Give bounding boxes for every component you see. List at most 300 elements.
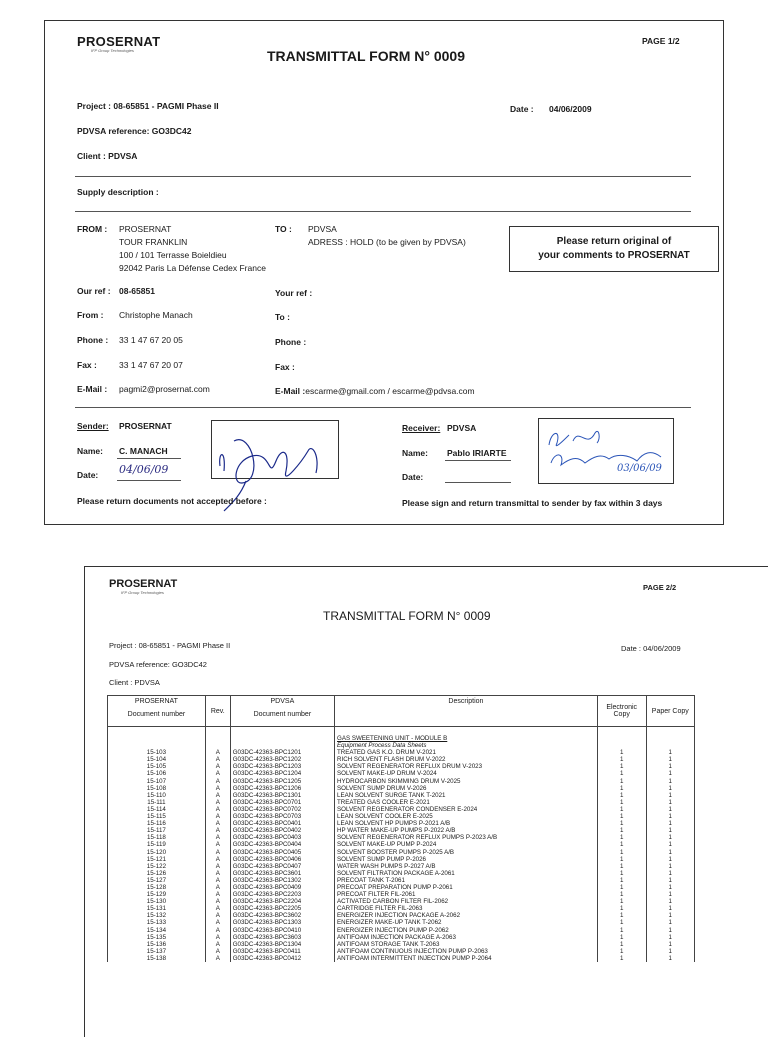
phone-value: 33 1 47 67 20 05 bbox=[119, 335, 183, 345]
sender-name-value: C. MANACH bbox=[119, 446, 168, 456]
description: SOLVENT REGENERATOR CONDENSER E-2024 bbox=[335, 806, 598, 813]
paper-copy: 1 bbox=[646, 884, 694, 891]
cell bbox=[205, 735, 230, 742]
electronic-copy: 1 bbox=[597, 884, 646, 891]
revision: A bbox=[205, 834, 230, 841]
prosernat-doc-number: 15-114 bbox=[108, 806, 206, 813]
table-row bbox=[108, 827, 695, 834]
sender-date-label: Date: bbox=[77, 470, 99, 480]
paper-copy: 1 bbox=[646, 770, 694, 777]
paper-copy: 1 bbox=[646, 891, 694, 898]
revision: A bbox=[205, 778, 230, 785]
cell bbox=[108, 735, 206, 742]
description: SOLVENT SUMP PUMP P-2026 bbox=[335, 856, 598, 863]
table-row bbox=[108, 834, 695, 841]
pdvsa-doc-number: G03DC-42363-BPC0702 bbox=[230, 806, 334, 813]
electronic-copy: 1 bbox=[597, 919, 646, 926]
from-contact-label: From : bbox=[77, 310, 104, 320]
table-row bbox=[108, 770, 695, 777]
description: SOLVENT REGENERATOR REFLUX DRUM V-2023 bbox=[335, 763, 598, 770]
pdvsa-doc-number: G03DC-42363-BPC2205 bbox=[230, 905, 334, 912]
description: HP WATER MAKE-UP PUMPS P-2022 A/B bbox=[335, 827, 598, 834]
cell bbox=[646, 727, 694, 736]
prosernat-doc-number: 15-116 bbox=[108, 820, 206, 827]
prosernat-doc-number: 15-129 bbox=[108, 891, 206, 898]
revision: A bbox=[205, 841, 230, 848]
section-title: GAS SWEETENING UNIT - MODULE B bbox=[335, 735, 598, 742]
pdvsa-doc-number: G03DC-42363-BPC1202 bbox=[230, 756, 334, 763]
electronic-copy: 1 bbox=[597, 948, 646, 955]
pdvsa-doc-number: G03DC-42363-BPC1205 bbox=[230, 778, 334, 785]
prosernat-doc-number: 15-108 bbox=[108, 785, 206, 792]
table-row bbox=[108, 763, 695, 770]
cell bbox=[646, 735, 694, 742]
pdvsa-doc-number: G03DC-42363-BPC1204 bbox=[230, 770, 334, 777]
electronic-copy: 1 bbox=[597, 785, 646, 792]
table-row bbox=[108, 934, 695, 941]
transmittal-page-1 bbox=[44, 20, 724, 525]
field-underline bbox=[117, 458, 181, 459]
revision: A bbox=[205, 927, 230, 934]
footer-right: Please sign and return transmittal to sender by fax within 3 days bbox=[402, 498, 663, 508]
prosernat-doc-number: 15-133 bbox=[108, 919, 206, 926]
paper-copy: 1 bbox=[646, 778, 694, 785]
electronic-copy: 1 bbox=[597, 891, 646, 898]
prosernat-doc-number: 15-118 bbox=[108, 834, 206, 841]
revision: A bbox=[205, 941, 230, 948]
pdvsa-doc-number: G03DC-42363-BPC0404 bbox=[230, 841, 334, 848]
sender-value: PROSERNAT bbox=[119, 421, 172, 431]
divider bbox=[75, 176, 691, 177]
electronic-copy: 1 bbox=[597, 834, 646, 841]
page-title: TRANSMITTAL FORM N° 0009 bbox=[267, 48, 465, 64]
prosernat-doc-number: 15-115 bbox=[108, 813, 206, 820]
client-line: Client : PDVSA bbox=[109, 678, 160, 687]
prosernat-doc-number: 15-132 bbox=[108, 912, 206, 919]
your-ref-label: Your ref : bbox=[275, 288, 313, 298]
cell bbox=[205, 727, 230, 736]
pdvsa-doc-number: G03DC-42363-BPC1301 bbox=[230, 792, 334, 799]
pdvsa-doc-number: G03DC-42363-BPC0701 bbox=[230, 799, 334, 806]
email-label: E-Mail : bbox=[77, 384, 108, 394]
page-label: PAGE 2/2 bbox=[643, 583, 677, 592]
from-line: 100 / 101 Terrasse Boieldieu bbox=[119, 250, 227, 260]
revision: A bbox=[205, 934, 230, 941]
prosernat-doc-number: 15-119 bbox=[108, 841, 206, 848]
table-row bbox=[108, 898, 695, 905]
table-header-row bbox=[108, 696, 695, 727]
col-description: Description bbox=[335, 696, 598, 727]
table-row bbox=[108, 863, 695, 870]
phone-label: Phone : bbox=[77, 335, 109, 345]
date-value: 04/06/2009 bbox=[549, 104, 592, 114]
revision: A bbox=[205, 827, 230, 834]
description: CARTRIDGE FILTER FIL-2063 bbox=[335, 905, 598, 912]
col-prosernat-title: PROSERNAT bbox=[134, 698, 178, 705]
paper-copy: 1 bbox=[646, 756, 694, 763]
date-line: Date : 04/06/2009 bbox=[621, 644, 681, 653]
pdvsa-doc-number: G03DC-42363-BPC0412 bbox=[230, 955, 334, 962]
prosernat-doc-number: 15-136 bbox=[108, 941, 206, 948]
receiver-name-label: Name: bbox=[402, 448, 428, 458]
electronic-copy: 1 bbox=[597, 912, 646, 919]
pdvsa-doc-number: G03DC-42363-BPC0405 bbox=[230, 849, 334, 856]
cell bbox=[646, 742, 694, 749]
pdvsa-doc-number: G03DC-42363-BPC0407 bbox=[230, 863, 334, 870]
from-line: TOUR FRANKLIN bbox=[119, 237, 188, 247]
table-row bbox=[108, 877, 695, 884]
revision: A bbox=[205, 955, 230, 962]
table-row bbox=[108, 799, 695, 806]
prosernat-doc-number: 15-122 bbox=[108, 863, 206, 870]
logo-subtitle: IFP Group Technologies bbox=[91, 48, 134, 53]
pdvsa-doc-number: G03DC-42363-BPC3601 bbox=[230, 870, 334, 877]
sender-date-handwritten: 04/06/09 bbox=[119, 463, 169, 476]
sender-name-label: Name: bbox=[77, 446, 103, 456]
our-ref-label: Our ref : bbox=[77, 286, 111, 296]
paper-copy: 1 bbox=[646, 919, 694, 926]
electronic-copy: 1 bbox=[597, 870, 646, 877]
receiver-signature-box bbox=[538, 418, 674, 484]
fax-label: Fax : bbox=[77, 360, 97, 370]
paper-copy: 1 bbox=[646, 856, 694, 863]
transmittal-page-2 bbox=[84, 566, 768, 1037]
to-line: PDVSA bbox=[308, 224, 337, 234]
page-label: PAGE 1/2 bbox=[642, 36, 680, 46]
sender-signature-box bbox=[211, 420, 339, 479]
description: ENERGIZER MAKE-UP TANK T-2062 bbox=[335, 919, 598, 926]
prosernat-logo: PROSERNAT bbox=[77, 34, 161, 49]
col-pdvsa-sub: Document number bbox=[253, 711, 312, 718]
prosernat-doc-number: 15-107 bbox=[108, 778, 206, 785]
prosernat-doc-number: 15-134 bbox=[108, 927, 206, 934]
paper-copy: 1 bbox=[646, 905, 694, 912]
revision: A bbox=[205, 870, 230, 877]
prosernat-doc-number: 15-128 bbox=[108, 884, 206, 891]
pdvsa-doc-number: G03DC-42363-BPC0703 bbox=[230, 813, 334, 820]
paper-copy: 1 bbox=[646, 877, 694, 884]
from-line: PROSERNAT bbox=[119, 224, 172, 234]
prosernat-doc-number: 15-131 bbox=[108, 905, 206, 912]
cell bbox=[597, 735, 646, 742]
prosernat-doc-number: 15-117 bbox=[108, 827, 206, 834]
page-title: TRANSMITTAL FORM N° 0009 bbox=[323, 609, 491, 623]
electronic-copy: 1 bbox=[597, 941, 646, 948]
revision: A bbox=[205, 749, 230, 756]
electronic-copy: 1 bbox=[597, 877, 646, 884]
electronic-copy: 1 bbox=[597, 955, 646, 962]
table-row bbox=[108, 841, 695, 848]
table-row bbox=[108, 912, 695, 919]
paper-copy: 1 bbox=[646, 849, 694, 856]
table-row bbox=[108, 870, 695, 877]
revision: A bbox=[205, 912, 230, 919]
receiver-email bbox=[275, 386, 475, 396]
cell bbox=[205, 742, 230, 749]
pdvsa-doc-number: G03DC-42363-BPC2203 bbox=[230, 891, 334, 898]
pdvsa-doc-number: G03DC-42363-BPC0409 bbox=[230, 884, 334, 891]
electronic-copy: 1 bbox=[597, 905, 646, 912]
pdvsa-reference: PDVSA reference: GO3DC42 bbox=[109, 660, 207, 669]
revision: A bbox=[205, 820, 230, 827]
field-underline bbox=[445, 460, 511, 461]
col-pdvsa bbox=[230, 696, 334, 727]
prosernat-doc-number: 15-130 bbox=[108, 898, 206, 905]
electronic-copy: 1 bbox=[597, 763, 646, 770]
return-notice-line: your comments to PROSERNAT bbox=[538, 250, 690, 261]
description: SOLVENT BOOSTER PUMPS P-2025 A/B bbox=[335, 849, 598, 856]
description: RICH SOLVENT FLASH DRUM V-2022 bbox=[335, 756, 598, 763]
revision: A bbox=[205, 799, 230, 806]
electronic-copy: 1 bbox=[597, 827, 646, 834]
documents-table bbox=[107, 695, 695, 962]
pdvsa-doc-number: G03DC-42363-BPC0406 bbox=[230, 856, 334, 863]
electronic-copy: 1 bbox=[597, 770, 646, 777]
cell bbox=[597, 727, 646, 736]
description: WATER WASH PUMPS P-2027 A/B bbox=[335, 863, 598, 870]
cell bbox=[230, 742, 334, 749]
description: PRECOAT PREPARATION PUMP P-2061 bbox=[335, 884, 598, 891]
pdvsa-doc-number: G03DC-42363-BPC1201 bbox=[230, 749, 334, 756]
revision: A bbox=[205, 756, 230, 763]
revision: A bbox=[205, 919, 230, 926]
field-underline bbox=[117, 480, 181, 481]
section-subtitle-row bbox=[108, 742, 695, 749]
prosernat-doc-number: 15-110 bbox=[108, 792, 206, 799]
revision: A bbox=[205, 806, 230, 813]
table-row bbox=[108, 813, 695, 820]
electronic-copy: 1 bbox=[597, 898, 646, 905]
description: ANTIFOAM INJECTION PACKAGE A-2063 bbox=[335, 934, 598, 941]
paper-copy: 1 bbox=[646, 870, 694, 877]
section-title-row bbox=[108, 735, 695, 742]
receiver-date-handwritten: 03/06/09 bbox=[617, 463, 662, 474]
electronic-copy: 1 bbox=[597, 927, 646, 934]
revision: A bbox=[205, 813, 230, 820]
from-label: FROM : bbox=[77, 224, 108, 234]
table-row bbox=[108, 948, 695, 955]
paper-copy: 1 bbox=[646, 834, 694, 841]
description: TREATED GAS COOLER E-2021 bbox=[335, 799, 598, 806]
paper-copy: 1 bbox=[646, 941, 694, 948]
pdvsa-doc-number: G03DC-42363-BPC1203 bbox=[230, 763, 334, 770]
pdvsa-reference: PDVSA reference: GO3DC42 bbox=[77, 126, 192, 136]
electronic-copy: 1 bbox=[597, 806, 646, 813]
pdvsa-doc-number: G03DC-42363-BPC1304 bbox=[230, 941, 334, 948]
from-line: 92042 Paris La Défense Cedex France bbox=[119, 263, 266, 273]
pdvsa-doc-number: G03DC-42363-BPC3603 bbox=[230, 934, 334, 941]
revision: A bbox=[205, 763, 230, 770]
pdvsa-doc-number: G03DC-42363-BPC3602 bbox=[230, 912, 334, 919]
revision: A bbox=[205, 792, 230, 799]
project-line: Project : 08-65851 - PAGMI Phase II bbox=[77, 101, 219, 111]
paper-copy: 1 bbox=[646, 863, 694, 870]
paper-copy: 1 bbox=[646, 841, 694, 848]
electronic-copy: 1 bbox=[597, 934, 646, 941]
col-electronic: Electronic Copy bbox=[597, 696, 646, 727]
description: SOLVENT FILTRATION PACKAGE A-2061 bbox=[335, 870, 598, 877]
description: LEAN SOLVENT COOLER E-2025 bbox=[335, 813, 598, 820]
paper-copy: 1 bbox=[646, 955, 694, 962]
paper-copy: 1 bbox=[646, 813, 694, 820]
paper-copy: 1 bbox=[646, 820, 694, 827]
receiver-name-value: Pablo IRIARTE bbox=[447, 448, 507, 458]
description: SOLVENT REGENERATOR REFLUX PUMPS P-2023 A/B bbox=[335, 834, 598, 841]
description: SOLVENT MAKE-UP PUMP P-2024 bbox=[335, 841, 598, 848]
footer-left: Please return documents not accepted before : bbox=[77, 496, 267, 506]
prosernat-doc-number: 15-111 bbox=[108, 799, 206, 806]
pdvsa-doc-number: G03DC-42363-BPC0403 bbox=[230, 834, 334, 841]
revision: A bbox=[205, 905, 230, 912]
revision: A bbox=[205, 863, 230, 870]
pdvsa-doc-number: G03DC-42363-BPC1303 bbox=[230, 919, 334, 926]
electronic-copy: 1 bbox=[597, 778, 646, 785]
prosernat-doc-number: 15-138 bbox=[108, 955, 206, 962]
paper-copy: 1 bbox=[646, 912, 694, 919]
cell bbox=[108, 742, 206, 749]
description: ANTIFOAM STORAGE TANK T-2063 bbox=[335, 941, 598, 948]
divider bbox=[75, 211, 691, 212]
table-row bbox=[108, 792, 695, 799]
electronic-copy: 1 bbox=[597, 820, 646, 827]
prosernat-doc-number: 15-126 bbox=[108, 870, 206, 877]
revision: A bbox=[205, 770, 230, 777]
email-value: pagmi2@prosernat.com bbox=[119, 384, 210, 394]
logo-subtitle: IFP Group Technologies bbox=[121, 590, 164, 595]
to-label: TO : bbox=[275, 224, 292, 234]
to-line: ADRESS : HOLD (to be given by PDVSA) bbox=[308, 237, 466, 247]
prosernat-doc-number: 15-103 bbox=[108, 749, 206, 756]
prosernat-doc-number: 15-135 bbox=[108, 934, 206, 941]
description: SOLVENT MAKE-UP DRUM V-2024 bbox=[335, 770, 598, 777]
divider bbox=[75, 407, 691, 408]
our-ref-value: 08-65851 bbox=[119, 286, 155, 296]
pdvsa-doc-number: G03DC-42363-BPC0402 bbox=[230, 827, 334, 834]
electronic-copy: 1 bbox=[597, 813, 646, 820]
description: LEAN SOLVENT HP PUMPS P-2021 A/B bbox=[335, 820, 598, 827]
paper-copy: 1 bbox=[646, 799, 694, 806]
receiver-phone-label: Phone : bbox=[275, 337, 307, 347]
paper-copy: 1 bbox=[646, 792, 694, 799]
paper-copy: 1 bbox=[646, 827, 694, 834]
spacer-row bbox=[108, 727, 695, 736]
table-row bbox=[108, 778, 695, 785]
from-contact-value: Christophe Manach bbox=[119, 310, 193, 320]
sender-signature bbox=[212, 421, 338, 501]
col-prosernat bbox=[108, 696, 206, 727]
paper-copy: 1 bbox=[646, 749, 694, 756]
revision: A bbox=[205, 877, 230, 884]
col-paper: Paper Copy bbox=[646, 696, 694, 727]
description: TREATED GAS K.O. DRUM V-2021 bbox=[335, 749, 598, 756]
cell bbox=[230, 735, 334, 742]
sender-label: Sender: bbox=[77, 421, 109, 431]
revision: A bbox=[205, 856, 230, 863]
table-row bbox=[108, 941, 695, 948]
table-row bbox=[108, 806, 695, 813]
cell bbox=[597, 742, 646, 749]
pdvsa-doc-number: G03DC-42363-BPC0411 bbox=[230, 948, 334, 955]
prosernat-doc-number: 15-137 bbox=[108, 948, 206, 955]
prosernat-logo: PROSERNAT bbox=[109, 578, 178, 590]
description: ENERGIZER INJECTION PACKAGE A-2062 bbox=[335, 912, 598, 919]
table-row bbox=[108, 905, 695, 912]
paper-copy: 1 bbox=[646, 948, 694, 955]
table-row bbox=[108, 955, 695, 962]
paper-copy: 1 bbox=[646, 806, 694, 813]
prosernat-doc-number: 15-105 bbox=[108, 763, 206, 770]
receiver-email-label: E-Mail : bbox=[275, 386, 306, 396]
table-row bbox=[108, 820, 695, 827]
electronic-copy: 1 bbox=[597, 756, 646, 763]
receiver-label: Receiver: bbox=[402, 423, 441, 433]
receiver-date-label: Date: bbox=[402, 472, 424, 482]
revision: A bbox=[205, 849, 230, 856]
prosernat-doc-number: 15-104 bbox=[108, 756, 206, 763]
description: HYDROCARBON SKIMMING DRUM V-2025 bbox=[335, 778, 598, 785]
paper-copy: 1 bbox=[646, 763, 694, 770]
table-row bbox=[108, 849, 695, 856]
paper-copy: 1 bbox=[646, 927, 694, 934]
supply-description: Supply description : bbox=[77, 187, 159, 197]
col-rev: Rev. bbox=[205, 696, 230, 727]
paper-copy: 1 bbox=[646, 898, 694, 905]
table-row bbox=[108, 856, 695, 863]
prosernat-doc-number: 15-106 bbox=[108, 770, 206, 777]
description: SOLVENT SUMP DRUM V-2026 bbox=[335, 785, 598, 792]
fax-value: 33 1 47 67 20 07 bbox=[119, 360, 183, 370]
section-subtitle: Equipment Process Data Sheets bbox=[335, 742, 598, 749]
electronic-copy: 1 bbox=[597, 856, 646, 863]
pdvsa-doc-number: G03DC-42363-BPC0410 bbox=[230, 927, 334, 934]
table-row bbox=[108, 891, 695, 898]
to-contact-label: To : bbox=[275, 312, 290, 322]
revision: A bbox=[205, 898, 230, 905]
description: ANTIFOAM INTERMITTENT INJECTION PUMP P-2064 bbox=[335, 955, 598, 962]
cell bbox=[230, 727, 334, 736]
client-line: Client : PDVSA bbox=[77, 151, 138, 161]
pdvsa-doc-number: G03DC-42363-BPC2204 bbox=[230, 898, 334, 905]
receiver-email-value: escarme@gmail.com / escarme@pdvsa.com bbox=[305, 386, 475, 396]
description: ENERGIZER INJECTION PUMP P-2062 bbox=[335, 927, 598, 934]
prosernat-doc-number: 15-127 bbox=[108, 877, 206, 884]
description: PRECOAT FILTER FIL-2061 bbox=[335, 891, 598, 898]
cell bbox=[335, 727, 598, 736]
table-row bbox=[108, 756, 695, 763]
project-line: Project : 08-65851 - PAGMI Phase II bbox=[109, 641, 231, 650]
receiver-value: PDVSA bbox=[447, 423, 477, 433]
table-row bbox=[108, 919, 695, 926]
description: ACTIVATED CARBON FILTER FIL-2062 bbox=[335, 898, 598, 905]
pdvsa-doc-number: G03DC-42363-BPC1206 bbox=[230, 785, 334, 792]
prosernat-doc-number: 15-121 bbox=[108, 856, 206, 863]
pdvsa-doc-number: G03DC-42363-BPC1302 bbox=[230, 877, 334, 884]
revision: A bbox=[205, 785, 230, 792]
receiver-fax-label: Fax : bbox=[275, 362, 295, 372]
paper-copy: 1 bbox=[646, 934, 694, 941]
col-prosernat-sub: Document number bbox=[127, 711, 186, 718]
electronic-copy: 1 bbox=[597, 863, 646, 870]
electronic-copy: 1 bbox=[597, 849, 646, 856]
return-notice-line: Please return original of bbox=[556, 236, 672, 247]
table-row bbox=[108, 884, 695, 891]
revision: A bbox=[205, 884, 230, 891]
revision: A bbox=[205, 948, 230, 955]
date-label: Date : bbox=[510, 104, 534, 114]
col-pdvsa-title: PDVSA bbox=[270, 698, 295, 705]
paper-copy: 1 bbox=[646, 785, 694, 792]
table-row bbox=[108, 785, 695, 792]
